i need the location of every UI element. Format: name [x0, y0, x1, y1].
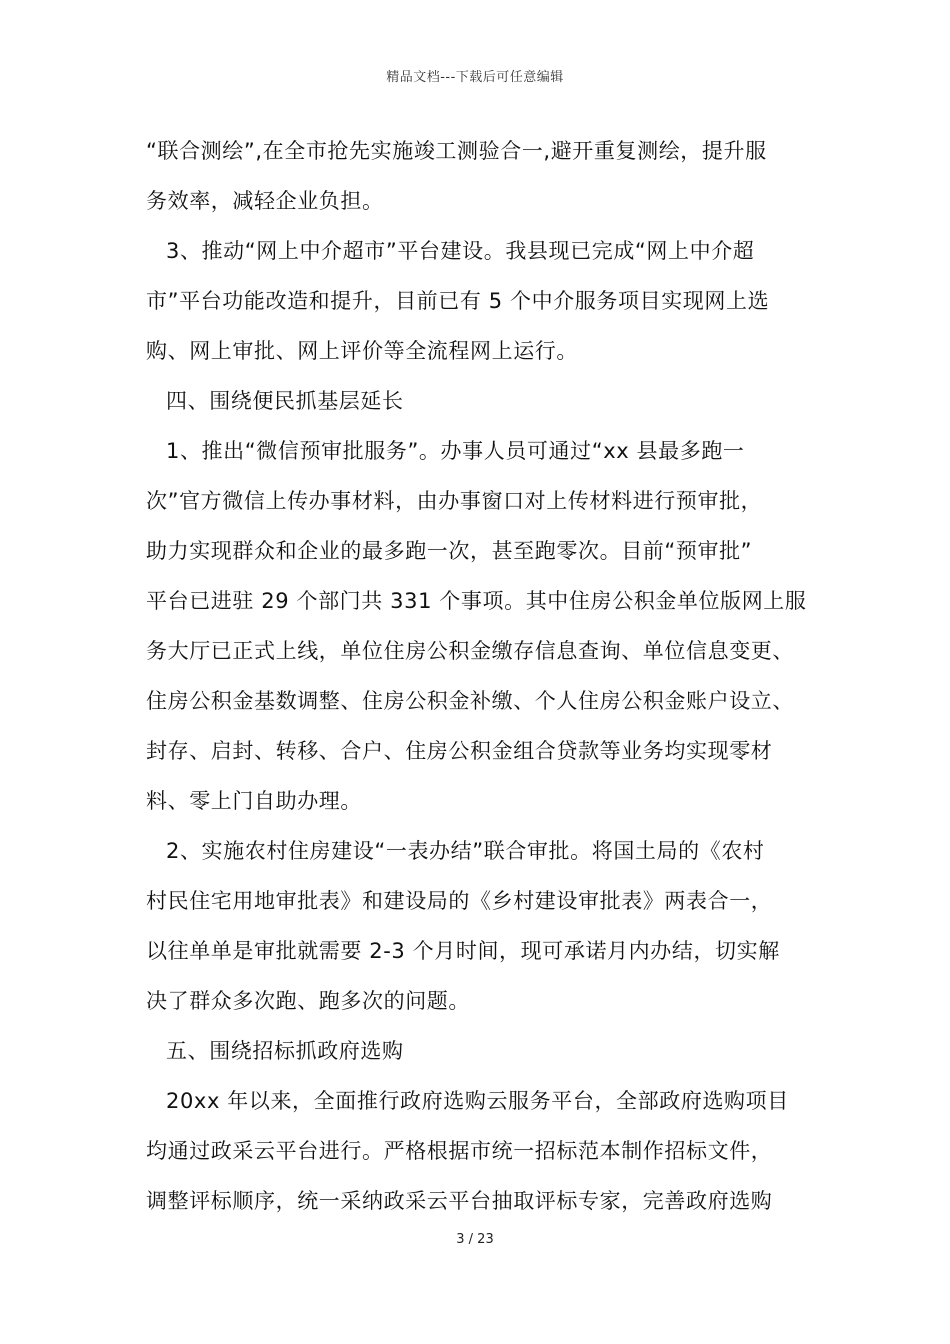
text-line: 3、推动“网上中介超市”平台建设。我县现已完成“网上中介超: [166, 239, 755, 263]
text-line: 购、网上审批、网上评价等全流程网上运行。: [146, 339, 578, 363]
document-body: [146, 128, 836, 1228]
text-line: 1、推出“微信预审批服务”。办事人员可通过“xx 县最多跑一: [166, 439, 745, 463]
text-line: 封存、启封、转移、合户、住房公积金组合贷款等业务均实现零材: [146, 739, 773, 763]
text-line: 市”平台功能改造和提升，目前已有 5 个中介服务项目实现网上选: [146, 289, 770, 313]
section-heading: 五、围绕招标抓政府选购: [166, 1039, 404, 1063]
text-line: 料、零上门自助办理。: [146, 789, 362, 813]
text-line: 务大厅已正式上线，单位住房公积金缴存信息查询、单位信息变更、: [146, 639, 794, 663]
text-line: 调整评标顺序，统一采纳政采云平台抽取评标专家，完善政府选购: [146, 1189, 773, 1213]
page-number: 3 / 23: [456, 1232, 494, 1247]
page-header: 精品文档---下载后可任意编辑: [386, 70, 564, 85]
text-line: 20xx 年以来，全面推行政府选购云服务平台，全部政府选购项目: [166, 1089, 789, 1113]
text-line: 次”官方微信上传办事材料，由办事窗口对上传材料进行预审批，: [146, 489, 763, 513]
section-heading: 四、围绕便民抓基层延长: [166, 389, 404, 413]
text-line: 决了群众多次跑、跑多次的问题。: [146, 989, 470, 1013]
text-line: 平台已进驻 29 个部门共 331 个事项。其中住房公积金单位版网上服: [146, 589, 807, 613]
text-line: 务效率，减轻企业负担。: [146, 189, 384, 213]
text-line: 2、实施农村住房建设“一表办结”联合审批。将国土局的《农村: [166, 839, 765, 863]
text-line: 均通过政采云平台进行。严格根据市统一招标范本制作招标文件，: [146, 1139, 773, 1163]
text-line: 以往单单是审批就需要 2-3 个月时间，现可承诺月内办结，切实解: [146, 939, 780, 963]
text-line: 助力实现群众和企业的最多跑一次，甚至跑零次。目前“预审批”: [146, 539, 753, 563]
text-line: 村民住宅用地审批表》和建设局的《乡村建设审批表》两表合一，: [146, 889, 773, 913]
text-line: 住房公积金基数调整、住房公积金补缴、个人住房公积金账户设立、: [146, 689, 794, 713]
text-line: “联合测绘”,在全市抢先实施竣工测验合一,避开重复测绘，提升服: [146, 139, 767, 163]
